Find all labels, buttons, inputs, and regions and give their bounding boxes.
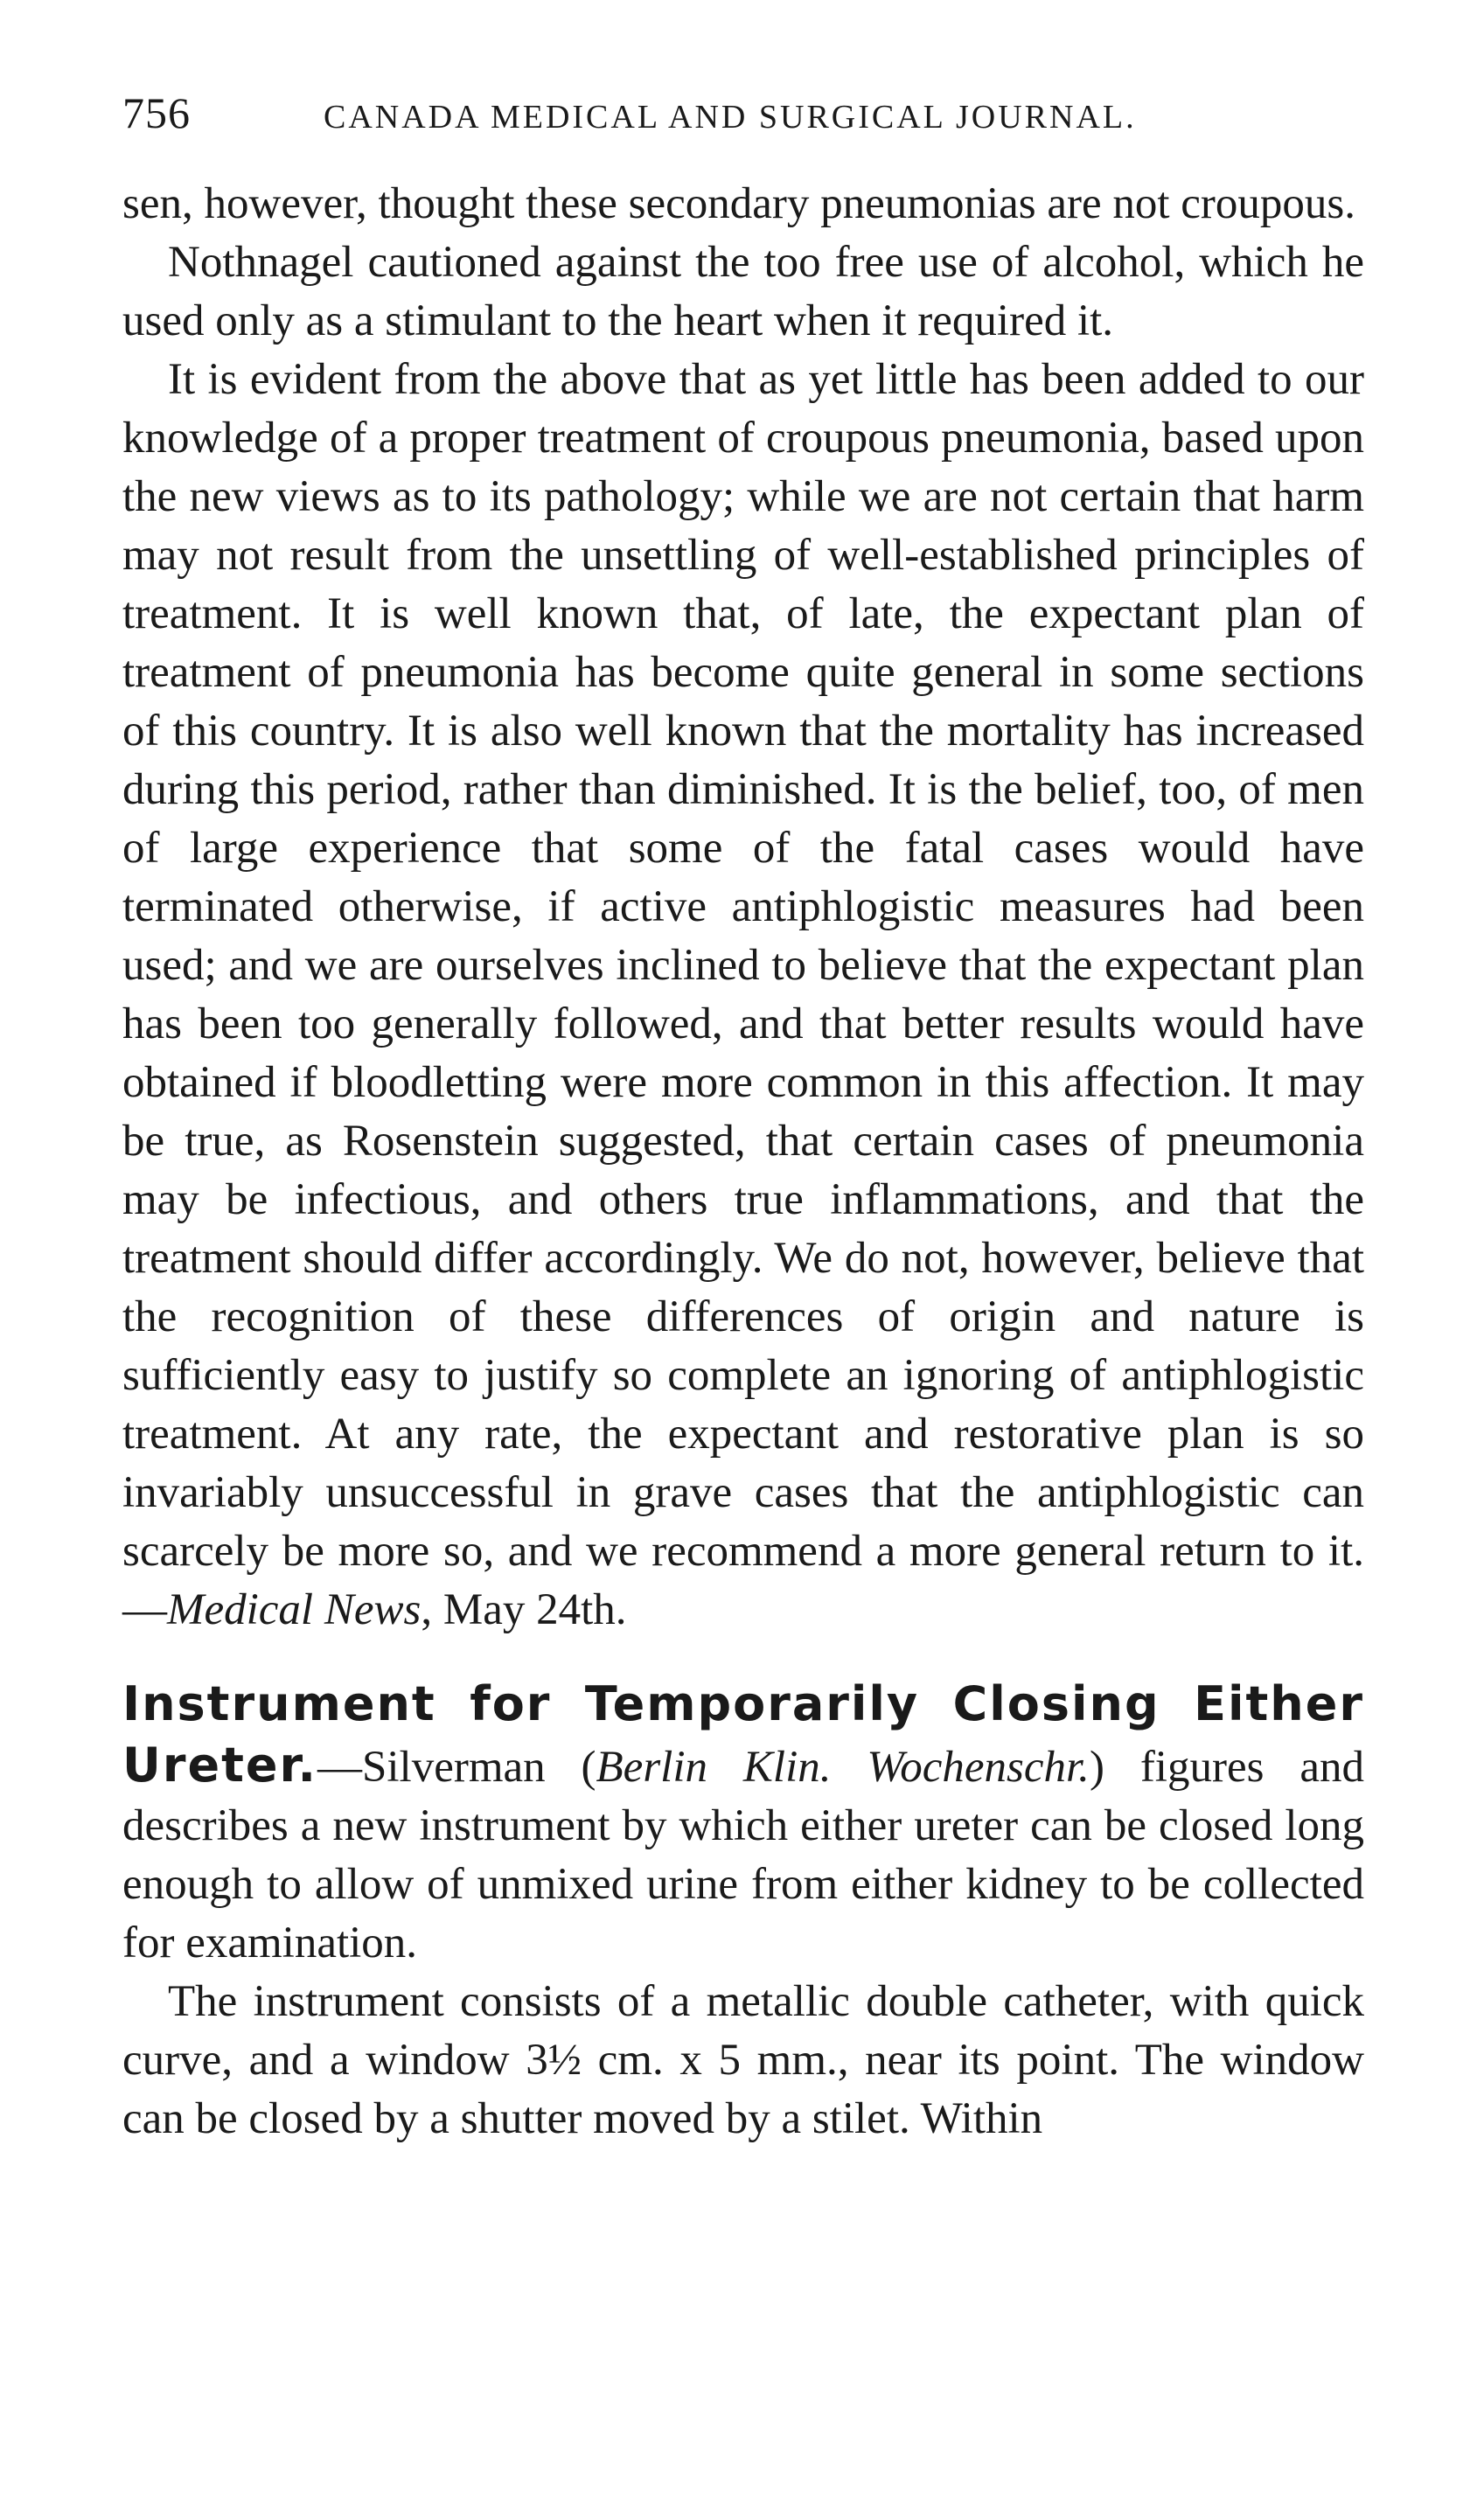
section-ureter <box>122 1675 1364 2148</box>
citation-source: Medical News <box>167 1585 422 1634</box>
body-text <box>122 175 1364 1640</box>
section-text: ) figures and describes a new instrument by which either ureter can be closed long enough to allow of unmixed urine from either kidney to be collected for examination. <box>122 1743 1364 1967</box>
section-source: Berlin Klin. Wochenschr. <box>596 1743 1090 1792</box>
section-dash: —Silverman ( <box>317 1743 596 1792</box>
journal-title: CANADA MEDICAL AND SURGICAL JOURNAL. <box>324 99 1137 136</box>
section-gap <box>122 1640 1364 1675</box>
paragraph-treatment <box>122 351 1364 1640</box>
section-paragraph-1 <box>122 1675 1364 1973</box>
paragraph-treatment-text: It is evident from the above that as yet little has been added to our knowledge of a proper treatment of croupous pneumonia, based upon the new views as to its pathology; while we are not certain that harm may not result from the unsettling of well-established principles of treatment. It is well known that, of late, the expectant plan of treatment of pneumonia has become quite general in some sections of this country. It is also well known that the mortality has increased during this period, rather than diminished. It is the belief, too, of men of large experience that some of the fatal cases would have terminated otherwise, if active antiphlogistic measures had been used; and we are ourselves inclined to believe that the expectant plan has been too generally followed, and that better results would have obtained if bloodletting were more common in this affection. It may be true, as Rosenstein suggested, that certain cases of pneumonia may be infectious, and others true inflammations, and that the treatment should differ accordingly. We do not, however, believe that the recognition of these differences of origin and nature is sufficiently easy to justify so complete an ignoring of antiphlogistic treatment. At any rate, the expectant and restorative plan is so invariably unsuccessful in grave cases that the antiphlogistic can scarcely be more so, and we recommend a more general return to it.— <box>122 355 1364 1634</box>
citation-date: , May 24th. <box>421 1585 627 1634</box>
section-paragraph-2: The instrument consists of a metallic double catheter, with quick curve, and a window 3½ cm. x 5 mm., near its point. The window can be closed by a shutter moved by a stilet. Within <box>122 1977 1364 2143</box>
paragraph-nothnagel: Nothnagel cautioned against the too free use of alcohol, which he used only as a stimulant to the heart when it required it. <box>122 238 1364 345</box>
paragraph-continuation: sen, however, thought these secondary pneumonias are not croupous. <box>122 179 1355 228</box>
section-heading: Instrument for Temporarily Closing Either Ureter. <box>122 1676 1364 1793</box>
journal-page <box>122 87 1364 2148</box>
running-head <box>122 87 1364 140</box>
page-number: 756 <box>122 88 191 137</box>
